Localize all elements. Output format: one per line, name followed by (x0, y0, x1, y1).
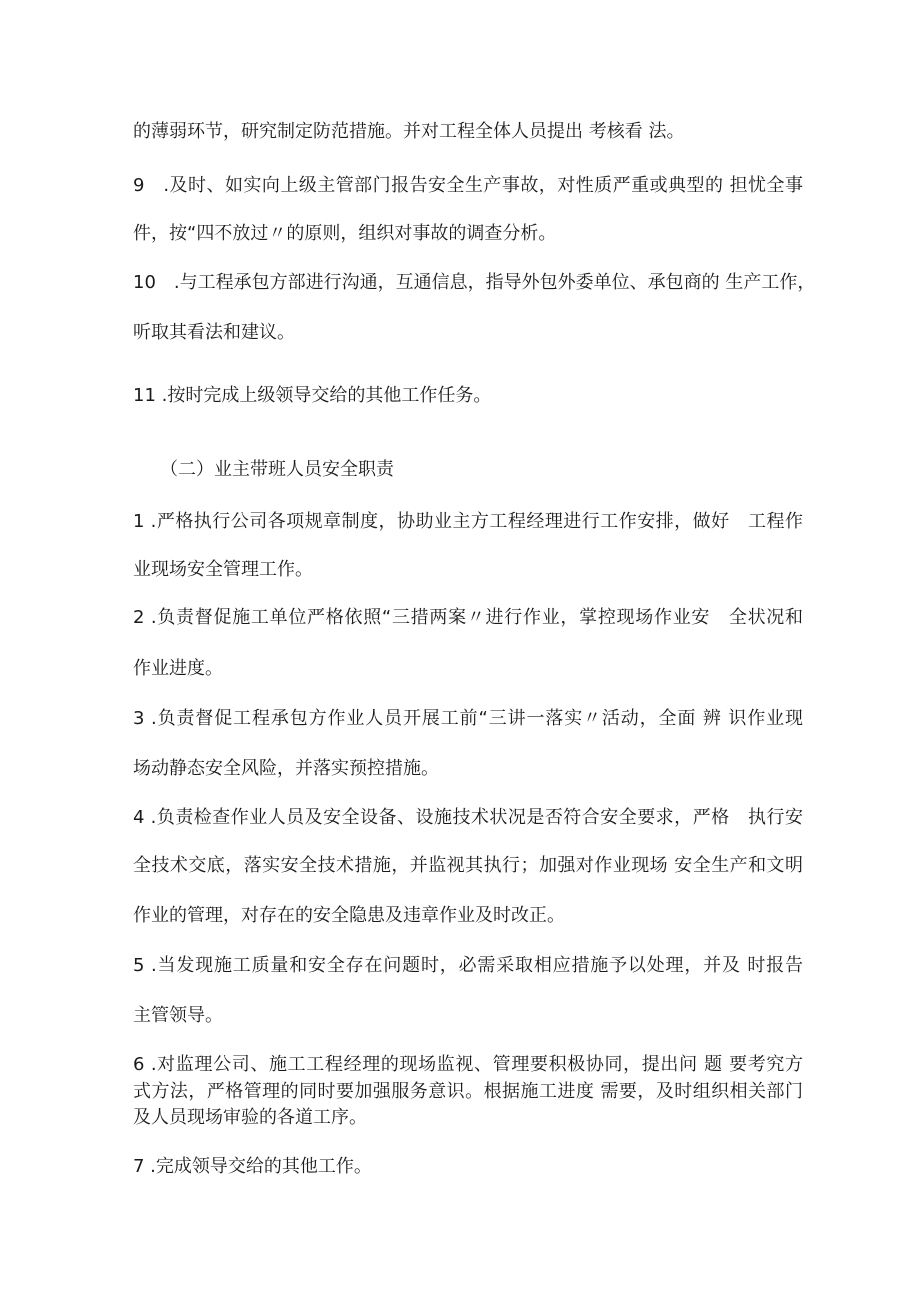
text-line: 6 .对监理公司、施工工程经理的现场监视、管理要积极协同，提出问 题 要考究方 (133, 1054, 803, 1075)
text-line: 全技术交底，落实安全技术措施，并监视其执行；加强对作业现场 安全生产和文明 (133, 855, 803, 876)
text-line: 业现场安全管理工作。 (133, 559, 313, 580)
text-line: 的薄弱环节，研究制定防范措施。并对工程全体人员提出 考核看 法。 (133, 121, 685, 142)
text-line: 7 .完成领导交给的其他工作。 (133, 1156, 372, 1177)
text-line: 10 .与工程承包方部进行沟通，互通信息，指导外包外委单位、承包商的 生产工作， (133, 272, 816, 293)
text-line: 1 .严格执行公司各项规章制度，协助业主方工程经理进行工作安排，做好 工程作 (133, 511, 803, 532)
text-line: 2 .负责督促施工单位严格依照“三措两案〃进行作业，掌控现场作业安 全状况和 (133, 607, 803, 628)
section-heading: （二）业主带班人员安全职责 (160, 459, 394, 480)
text-line: 5 .当发现施工质量和安全存在问题时，必需采取相应措施予以处理，并及 时报告 (133, 955, 803, 976)
text-line: 式方法，严格管理的同时要加强服务意识。根据施工进度 需要，及时组织相关部门 (133, 1081, 803, 1102)
text-line: 场动静态安全风险，并落实预控措施。 (133, 758, 439, 779)
text-line: 主管领导。 (133, 1005, 223, 1026)
text-line: 4 .负责检查作业人员及安全设备、设施技术状况是否符合安全要求，严格 执行安 (133, 807, 803, 828)
text-line: 11 .按时完成上级领导交给的其他工作任务。 (133, 385, 492, 406)
text-line: 作业进度。 (133, 658, 223, 679)
text-line: 听取其看法和建议。 (133, 322, 295, 343)
text-line: 件，按“四不放过〃的原则，组织对事故的调查分析。 (133, 223, 557, 244)
text-line: 作业的管理，对存在的安全隐患及违章作业及时改正。 (133, 905, 565, 926)
text-line: 3 .负责督促工程承包方作业人员开展工前“三讲一落实〃活动，全面 辨 识作业现 (133, 708, 803, 729)
text-line: 及人员现场审验的各道工序。 (133, 1107, 367, 1128)
text-line: 9 .及时、如实向上级主管部门报告安全生产事故，对性质严重或典型的 担忧全事 (133, 175, 803, 196)
